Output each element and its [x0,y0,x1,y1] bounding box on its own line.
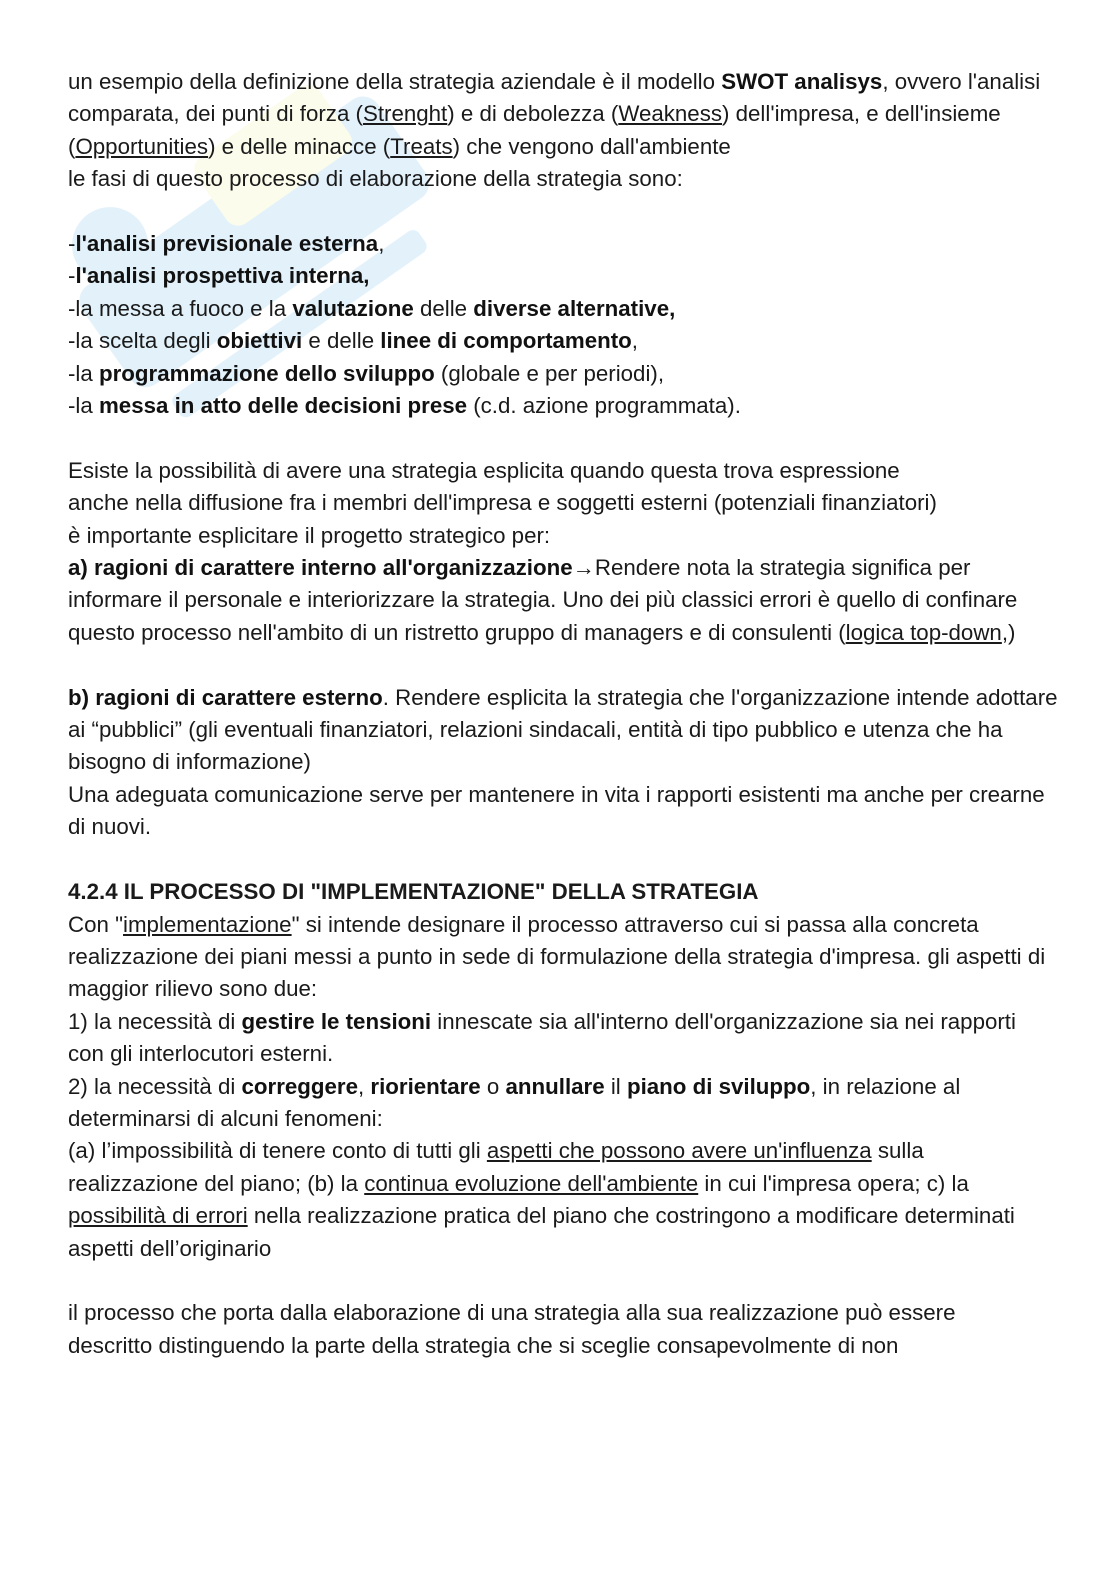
aspect-item-1: 1) la necessità di gestire le tensioni innescate sia all'interno dell'organizzazione sia nei rapporti con gli interlocutori esterni. [68,1008,1016,1067]
explicit-line: anche nella diffusione fra i membri dell'impresa e soggetti esterni (potenziali finanziatori) [68,490,937,516]
closing-line: il processo che porta dalla elaborazione di una strategia alla sua realizzazione può essere [68,1300,956,1326]
aspect-item-2: 2) la necessità di correggere, riorientare o annullare il piano di sviluppo, in relazione al determinarsi di alcuni fenomeni: [68,1073,961,1131]
intro-paragraph: un esempio della definizione della strategia aziendale è il modello SWOT analisys, ovvero l'analisi comparata, dei punti di forza (Strenght) e di debolezza (Weakness) dell'impresa, e dell'insieme (Opportunities) e delle minacce (Treats) che vengono dall'ambiente [68,69,1041,159]
phase-item: -la messa a fuoco e la valutazione delle diverse alternative, [68,295,676,321]
closing-line: descritto distinguendo la parte della strategia che si sceglie consapevolmente di non [68,1332,899,1358]
phase-item: -l'analisi previsionale esterna, [68,231,385,257]
document-page [68,66,1058,1362]
explicit-line: Esiste la possibilità di avere una strategia esplicita quando questa trova espressione [68,457,900,483]
intro-line-2: le fasi di questo processo di elaborazione della strategia sono: [68,166,683,192]
communication-paragraph: Una adeguata comunicazione serve per mantenere in vita i rapporti esistenti ma anche per crearne di nuovi. [68,781,1045,840]
phase-item: -la messa in atto delle decisioni prese (c.d. azione programmata). [68,393,741,419]
implementation-paragraph: Con "implementazione" si intende designare il processo attraverso cui si passa alla concreta realizzazione dei piani messi a punto in sede di formulazione della strategia d'impresa. gli aspetti di maggior rilievo sono due: [68,911,1046,1002]
phase-item: -l'analisi prospettiva interna, [68,263,370,289]
phenomena-paragraph: (a) l’impossibilità di tenere conto di tutti gli aspetti che possono avere un'influenza sulla realizzazione del piano; (b) la continua evoluzione dell'ambiente in cui l'impresa opera; c) la possibilità di errori nella realizzazione pratica del piano che costringono a modificare determinati aspetti dell’originario [68,1138,1015,1261]
reason-b-paragraph: b) ragioni di carattere esterno. Rendere esplicita la strategia che l'organizzazione intende adottare ai “pubblici” (gli eventuali finanziatori, relazioni sindacali, entità di tipo pubblico e utenza che ha bisogno di informazione) [68,684,1058,775]
phase-item: -la scelta degli obiettivi e delle linee di comportamento, [68,328,638,354]
phase-item: -la programmazione dello sviluppo (globale e per periodi), [68,360,665,386]
section-heading: 4.2.4 IL PROCESSO DI "IMPLEMENTAZIONE" DELLA STRATEGIA [68,879,759,905]
explicit-line: è importante esplicitare il progetto strategico per: [68,522,551,548]
arrow-icon: → [572,555,595,581]
reason-a-paragraph: a) ragioni di carattere interno all'organizzazione→Rendere nota la strategia significa per informare il personale e interiorizzare la strategia. Uno dei più classici errori è quello di confinare questo processo nell'ambito di un ristretto gruppo di managers e di consulenti (logica top-down,) [68,555,1018,645]
